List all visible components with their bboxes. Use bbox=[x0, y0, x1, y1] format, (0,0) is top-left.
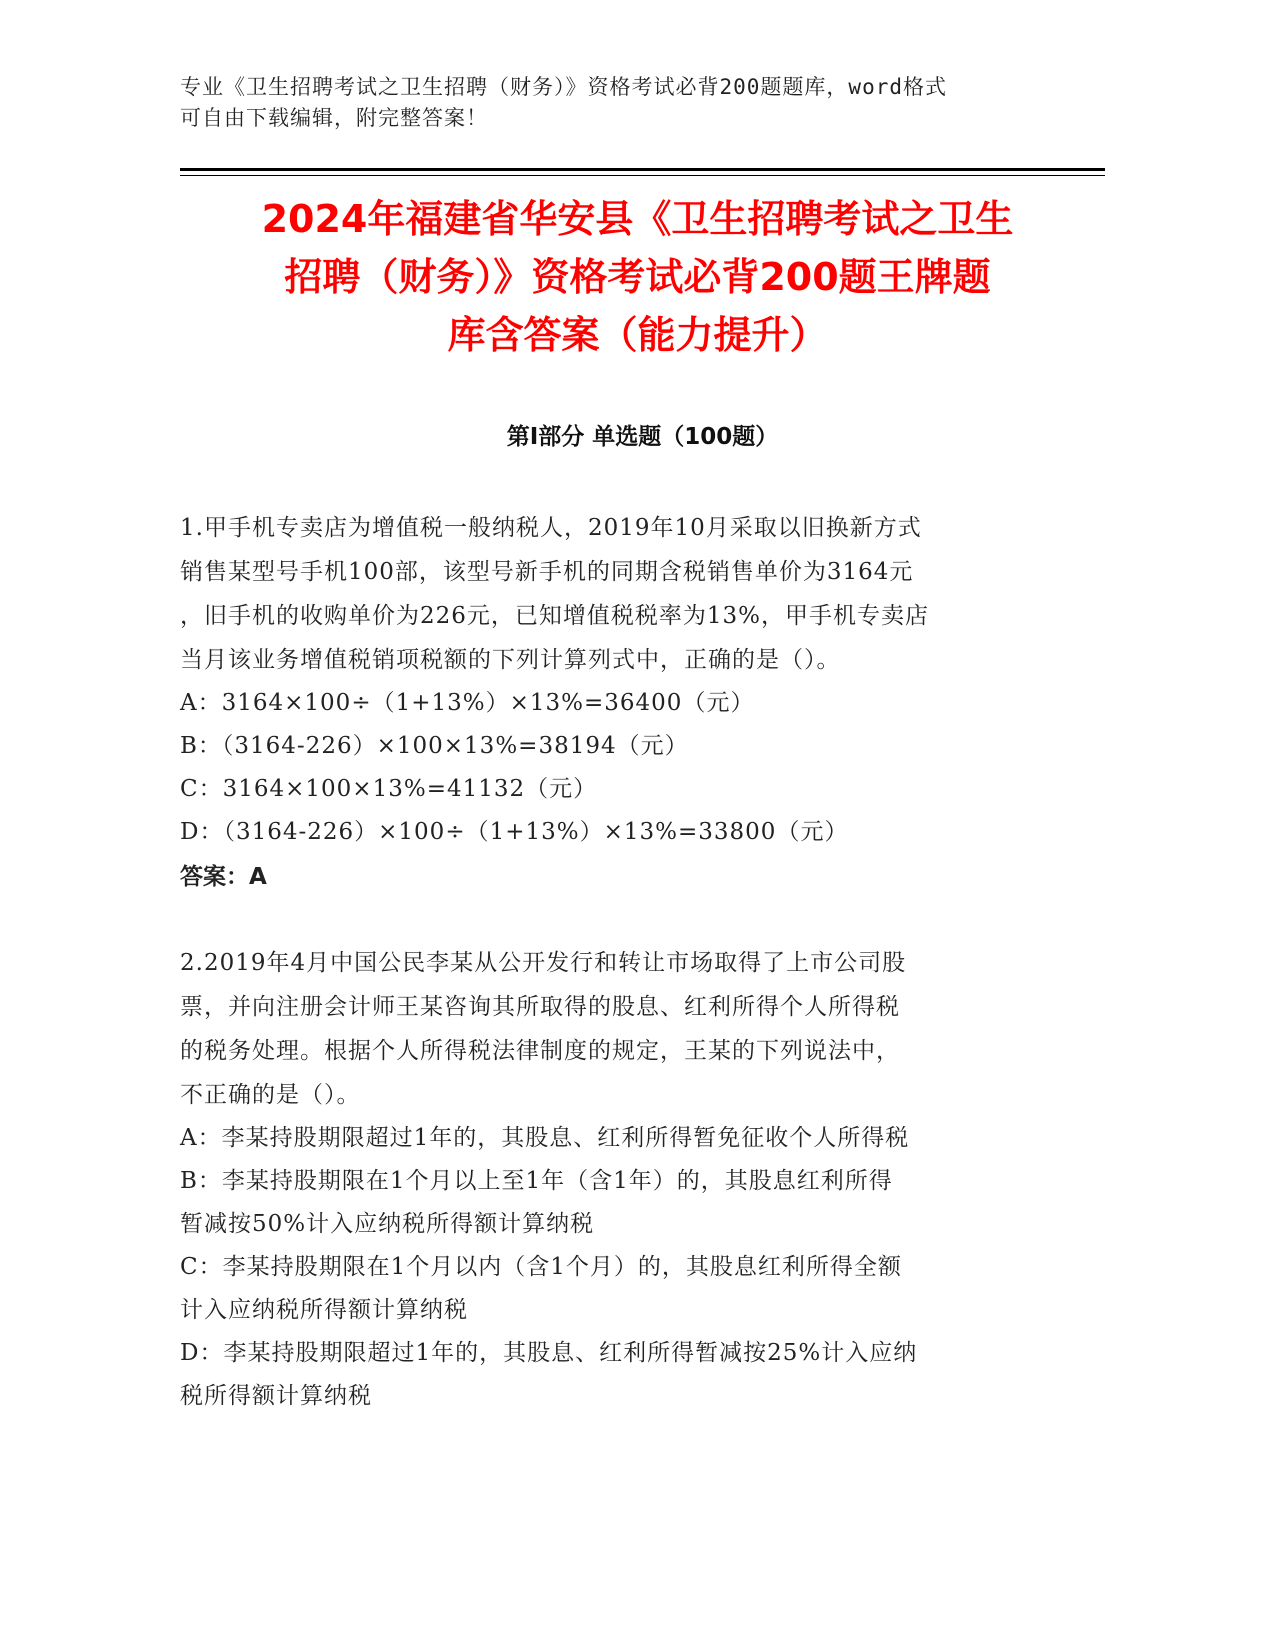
option-d: D：李某持股期限超过1年的，其股息、红利所得暂减按25%计入应纳 bbox=[180, 1340, 918, 1366]
question-stem-line: 当月该业务增值税销项税额的下列计算列式中，正确的是（）。 bbox=[180, 647, 841, 673]
option-a: A：李某持股期限超过1年的，其股息、红利所得暂免征收个人所得税 bbox=[180, 1125, 910, 1151]
question-stem-line: 票，并向注册会计师王某咨询其所取得的股息、红利所得个人所得税 bbox=[180, 994, 900, 1020]
option-c: C：李某持股期限在1个月以内（含1个月）的，其股息红利所得全额 bbox=[180, 1254, 902, 1280]
title-line: 招聘（财务）》资格考试必背200题王牌题 bbox=[284, 255, 991, 299]
option-b: B：（3164-226）×100×13%=38194（元） bbox=[180, 733, 689, 759]
header-rule-thick bbox=[180, 168, 1105, 171]
title-line: 库含答案（能力提升） bbox=[447, 313, 828, 357]
header-note bbox=[180, 72, 1040, 134]
header-rule-thin bbox=[180, 175, 1105, 176]
question-stem-line: 1.甲手机专卖店为增值税一般纳税人，2019年10月采取以旧换新方式 bbox=[180, 515, 922, 541]
option-c: C：3164×100×13%=41132（元） bbox=[180, 776, 598, 802]
question-stem-line: 2.2019年4月中国公民李某从公开发行和转让市场取得了上市公司股 bbox=[180, 950, 907, 976]
document-title bbox=[170, 190, 1105, 364]
header-note-line: 可自由下载编辑，附完整答案！ bbox=[180, 106, 488, 130]
option-a: A：3164×100÷（1+13%）×13%=36400（元） bbox=[180, 690, 755, 716]
question-1 bbox=[180, 506, 1040, 900]
title-line: 2024年福建省华安县《卫生招聘考试之卫生 bbox=[261, 197, 1014, 241]
header-note-line: 专业《卫生招聘考试之卫生招聘（财务）》资格考试必背200题题库，word格式 bbox=[180, 75, 947, 99]
question-stem-line: ，旧手机的收购单价为226元，已知增值税税率为13%，甲手机专卖店 bbox=[180, 603, 930, 629]
section-heading: 第Ⅰ部分 单选题（100题） bbox=[506, 424, 779, 450]
option-d-continued: 税所得额计算纳税 bbox=[180, 1383, 372, 1409]
question-stem-line: 销售某型号手机100部，该型号新手机的同期含税销售单价为3164元 bbox=[180, 559, 914, 585]
option-c-continued: 计入应纳税所得额计算纳税 bbox=[180, 1297, 468, 1323]
answer-line: 答案：A bbox=[180, 864, 267, 890]
question-stem-line: 的税务处理。根据个人所得税法律制度的规定，王某的下列说法中， bbox=[180, 1038, 900, 1064]
question-stem-line: 不正确的是（）。 bbox=[180, 1082, 361, 1108]
question-2 bbox=[180, 941, 1040, 1418]
option-d: D：（3164-226）×100÷（1+13%）×13%=33800（元） bbox=[180, 819, 849, 845]
option-b: B：李某持股期限在1个月以上至1年（含1年）的，其股息红利所得 bbox=[180, 1168, 893, 1194]
option-b-continued: 暂减按50%计入应纳税所得额计算纳税 bbox=[180, 1211, 595, 1237]
